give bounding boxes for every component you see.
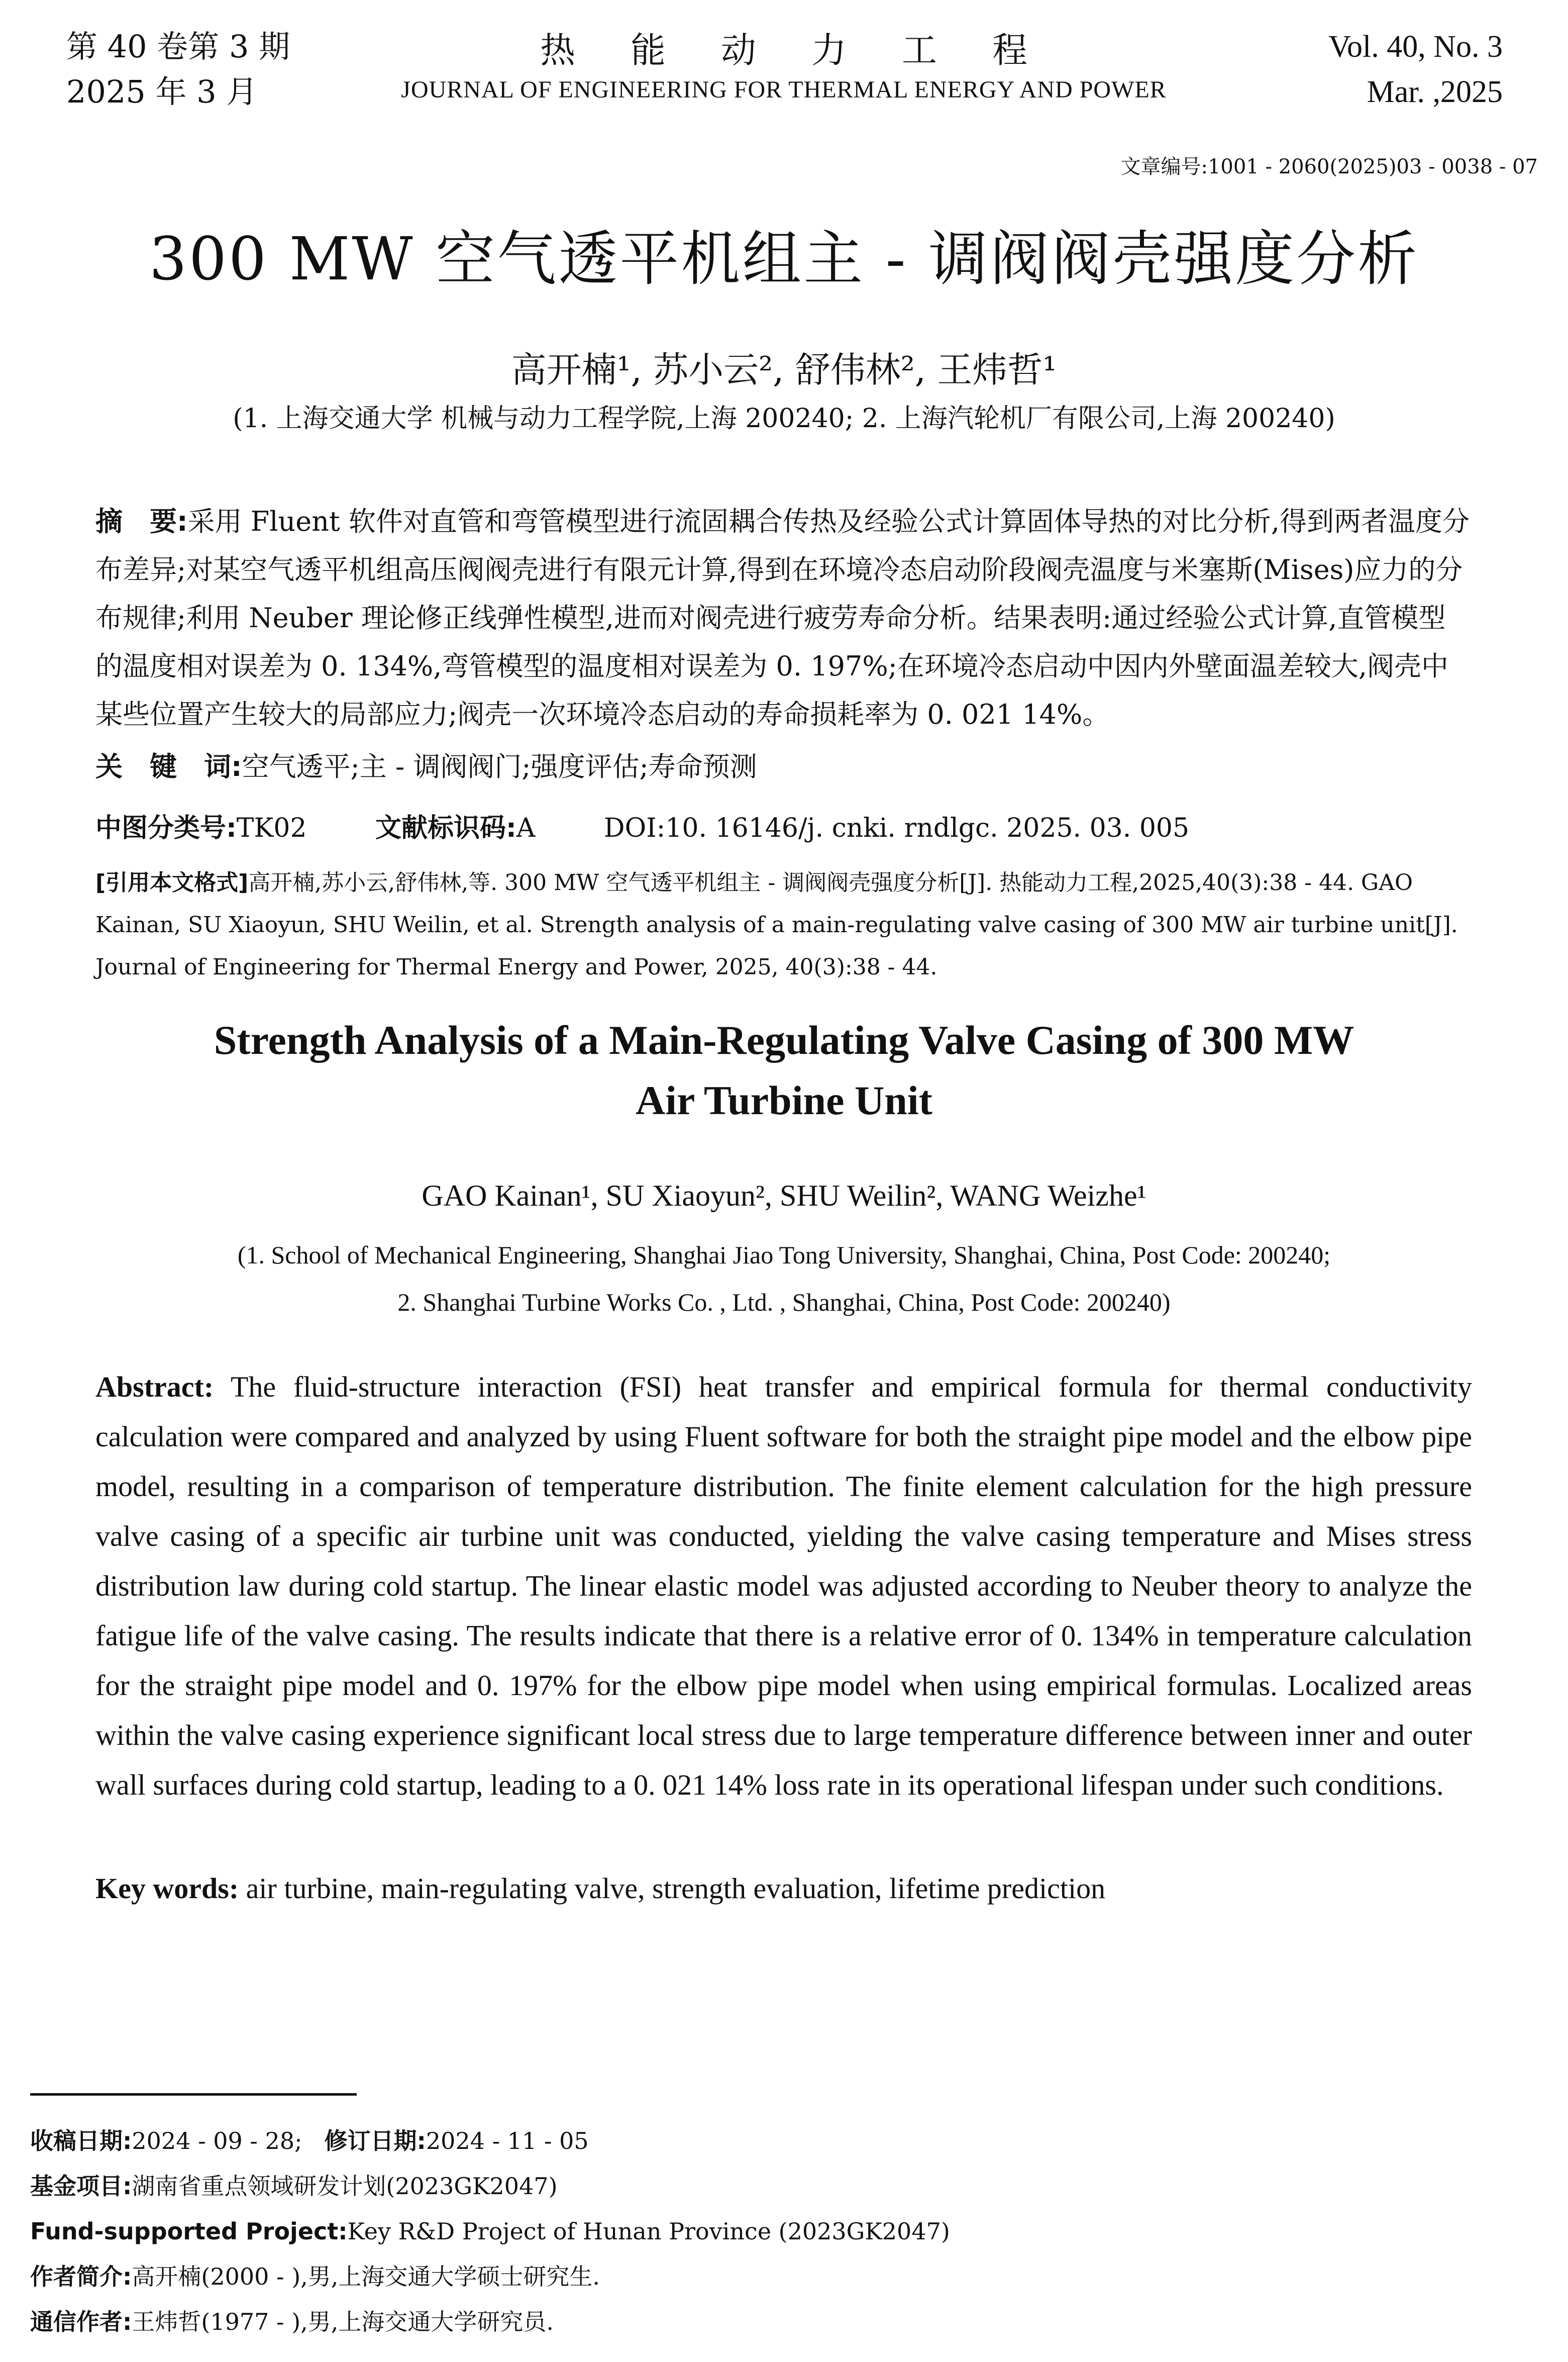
keywords-cn (95, 743, 1472, 791)
keywords-en (95, 1864, 1472, 1913)
keywords-en-text: air turbine, main-regulating valve, strength evaluation, lifetime prediction (239, 1872, 1106, 1905)
clc-code: TK02 (236, 813, 307, 843)
abstract-cn (95, 498, 1472, 739)
doc-code-label: 文献标识码: (375, 813, 516, 843)
affiliations-cn: (1. 上海交通大学 机械与动力工程学院,上海 200240; 2. 上海汽轮机厂有限公司,上海 200240) (233, 404, 1335, 434)
article-number: 文章编号:1001 - 2060(2025)03 - 0038 - 07 (1120, 155, 1538, 178)
affiliations-en (0, 1231, 1568, 1326)
doc-code: A (516, 813, 536, 843)
keywords-en-label: Key words: (95, 1872, 239, 1905)
title-en-line1: Strength Analysis of a Main-Regulating Valve Casing of 300 MW (214, 1017, 1354, 1063)
authors-cn: 高开楠¹, 苏小云², 舒伟林², 王炜哲¹ (511, 349, 1057, 390)
journal-header (352, 22, 1216, 104)
issue-volume: 第 40 卷第 3 期 (66, 28, 290, 65)
footnote-fund-cn (30, 2163, 1537, 2209)
issue-info (66, 24, 290, 115)
title-en-line2: Air Turbine Unit (636, 1077, 932, 1123)
authors-en: GAO Kainan¹, SU Xiaoyun², SHU Weilin², WANG Weizhe¹ (422, 1179, 1146, 1212)
journal-name-cn: 热能动力工程 (540, 30, 1083, 71)
keywords-cn-label: 关 键 词: (95, 751, 242, 782)
footnote-corresponding (30, 2299, 1537, 2344)
citation-format (95, 862, 1472, 989)
footnote-dates (30, 2118, 1537, 2163)
abstract-cn-text: 采用 Fluent 软件对直管和弯管模型进行流固耦合传热及经验公式计算固体导热的对比分析,得到两者温度分布差异;对某空气透平机组高压阀阀壳进行有限元计算,得到在环境冷态启动阶段阀壳温度与米塞斯(Mises)应力的分布规律;利用 Neuber 理论修正线弹性模型,进而对阀壳进行疲劳寿命分析。结果表明:通过经验公式计算,直管模型的温度相对误差为 0. 134%,弯管模型的温度相对误差为 0. 197%;在环境冷态启动中因内外壁面温差较大,阀壳中某些位置产生较大的局部应力;阀壳一次环境冷态启动的寿命损耗率为 0. 021 14%。 (95, 506, 1470, 730)
affiliation-en-1: (1. School of Mechanical Engineering, Shanghai Jiao Tong University, Shanghai, China, Post Code: 200240; (237, 1241, 1331, 1269)
issue-date-en: Mar. ,2025 (1367, 75, 1503, 109)
issue-date: 2025 年 3 月 (66, 73, 258, 110)
clc-label: 中图分类号: (95, 813, 237, 843)
issue-info-en (1328, 24, 1503, 115)
keywords-cn-text: 空气透平;主 - 调阀阀门;强度评估;寿命预测 (242, 751, 757, 782)
footnote-fund-en (30, 2209, 1537, 2254)
abstract-cn-label: 摘 要: (95, 506, 188, 537)
author-bio-text: 高开楠(2000 - ),男,上海交通大学硕士研究生. (132, 2263, 600, 2290)
corresponding-label: 通信作者: (30, 2308, 132, 2335)
corresponding-text: 王炜哲(1977 - ),男,上海交通大学研究员. (132, 2308, 554, 2335)
revised-label: 修订日期: (324, 2127, 426, 2154)
title-cn: 300 MW 空气透平机组主 - 调阀阀壳强度分析 (149, 224, 1419, 293)
citation-label: [引用本文格式] (95, 870, 249, 896)
fund-en-label: Fund-supported Project: (30, 2218, 348, 2245)
classification-line (95, 804, 1472, 852)
received-label: 收稿日期: (30, 2127, 132, 2154)
journal-name-en: JOURNAL OF ENGINEERING FOR THERMAL ENERGY AND POWER (401, 76, 1167, 103)
fund-cn-text: 湖南省重点领域研发计划(2023GK2047) (132, 2173, 558, 2200)
revised-date: 2024 - 11 - 05 (426, 2127, 589, 2154)
fund-cn-label: 基金项目: (30, 2173, 132, 2200)
received-date: 2024 - 09 - 28; (132, 2127, 302, 2154)
affiliation-en-2: 2. Shanghai Turbine Works Co. , Ltd. , Shanghai, China, Post Code: 200240) (397, 1288, 1171, 1316)
abstract-en (95, 1362, 1472, 1810)
footnote-author-bio (30, 2254, 1537, 2299)
fund-en-text: Key R&D Project of Hunan Province (2023GK2047) (347, 2218, 950, 2245)
abstract-en-label: Abstract: (95, 1370, 214, 1403)
doi: DOI:10. 16146/j. cnki. rndlgc. 2025. 03. 005 (603, 813, 1190, 843)
issue-volume-en: Vol. 40, No. 3 (1328, 30, 1503, 64)
abstract-en-text: The fluid-structure interaction (FSI) heat transfer and empirical formula for thermal conductivity calculation were compared and analyzed by using Fluent software for both the straight pipe model and the elbow pipe model, resulting in a comparison of temperature distribution. The finite element calculation for the high pressure valve casing of a specific air turbine unit was conducted, yielding the valve casing temperature and Mises stress distribution law during cold startup. The linear elastic model was adjusted according to Neuber theory to analyze the fatigue life of the valve casing. The results indicate that there is a relative error of 0. 134% in temperature calculation for the straight pipe model and 0. 197% for the elbow pipe model when using empirical formulas. Localized areas within the valve casing experience significant local stress due to large temperature difference between inner and outer wall surfaces during cold startup, leading to a 0. 021 14% loss rate in its operational lifespan under such conditions. (95, 1370, 1472, 1801)
citation-text: 高开楠,苏小云,舒伟林,等. 300 MW 空气透平机组主 - 调阀阀壳强度分析[J]. 热能动力工程,2025,40(3):38 - 44. GAO Kainan, SU Xiaoyun, SHU Weilin, et al. Strength analysis of a main-regulating valve casing of 300 MW air turbine unit[J]. Journal of Engineering for Thermal Energy and Power, 2025, 40(3):38 - 44. (95, 870, 1458, 980)
footnote-divider (30, 2093, 357, 2096)
author-bio-label: 作者简介: (30, 2263, 132, 2290)
title-en (0, 1010, 1568, 1131)
